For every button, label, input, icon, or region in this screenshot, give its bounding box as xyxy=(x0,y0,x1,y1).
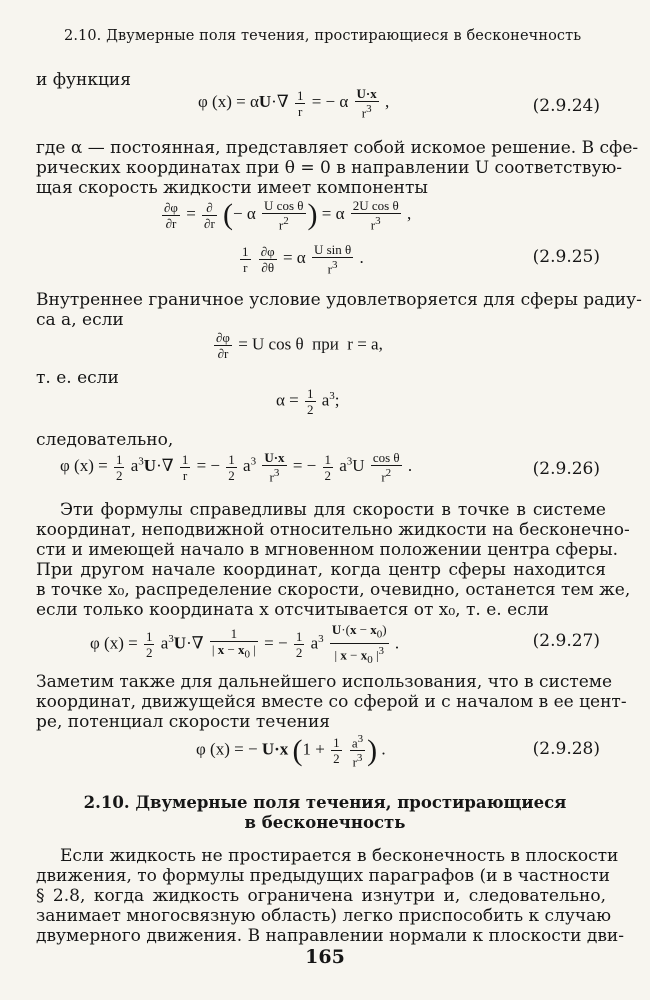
equation-number: (2.9.24) xyxy=(532,96,600,116)
text-line: двумерного движения. В направлении нормали к плоскости дви- xyxy=(36,926,625,946)
equation-number: (2.9.28) xyxy=(532,739,600,759)
page-number: 165 xyxy=(305,946,345,968)
equation-number: (2.9.27) xyxy=(532,631,600,651)
text-line: щая скорость жидкости имеет компоненты xyxy=(36,178,428,198)
equation-2-9-28: φ (x) = − U·x (1 + $\frac{1}{2}$ $\frac{a^3}{r^3}$ ) . xyxy=(196,733,386,770)
text-line: сти и имеющей начало в мгновенном положении центра сферы. xyxy=(36,540,619,560)
text-line: Эти формулы справедливы для скорости в точке в системе xyxy=(60,500,606,520)
text-line: где α — постоянная, представляет собой искомое решение. В сфе- xyxy=(36,138,639,158)
equation-2-9-25-a: $\frac{\partial\varphi}{\partial r}$ = ∂ ∂r (− α $\frac{\text{U cos θ}}{r^2}$ ) = α $\frac{\text{2U cos θ}}{r^3}$ , xyxy=(164,198,412,233)
section-heading: 2.10. Двумерные поля течения, простирающиеся xyxy=(83,793,567,812)
text-line: т. е. если xyxy=(36,368,119,388)
text-line: координат, движущейся вместе со сферой и с началом в ее цент- xyxy=(36,692,627,712)
text-line: Заметим также для дальнейшего использования, что в системе xyxy=(36,672,613,692)
equation-2-9-26: φ (x) = $\frac{1}{2}$ $a^3U\cdot\nabla$ $\frac{1}{r}$ = − $\frac{1}{2}$ $a^3$ $\frac{U\cdot x}{r^3}$ = − $\frac{1}{2}$ $a^3U$ $\frac{\text{cos θ}}{r^2}$ . xyxy=(60,450,413,485)
text-line: При другом начале координат, когда центр сферы находится xyxy=(36,560,606,580)
section-heading: в бесконечность xyxy=(244,813,406,832)
text-line: следовательно, xyxy=(36,430,174,450)
equation-2-9-27: φ (x) = $\frac{1}{2}$ $a^3U\cdot\nabla$ $\frac{1}{| x - x_0 |}$ = − $\frac{1}{2}$ $a^3$ $\frac{U\cdot(x - x_0)}{| x - x_0 |^3}$ . xyxy=(90,622,400,666)
text-line: и функция xyxy=(36,70,131,90)
text-line: координат, неподвижной относительно жидкости на бесконечно- xyxy=(36,520,630,540)
equation-boundary-condition: $\frac{\partial\varphi}{\partial r}$ = U cos θ при r = a, xyxy=(216,330,383,361)
text-line: ре, потенциал скорости течения xyxy=(36,712,331,732)
equation-number: (2.9.26) xyxy=(532,459,600,479)
text-line: са a, если xyxy=(36,310,124,330)
text-line: § 2.8, когда жидкость ограничена изнутри и, следовательно, xyxy=(36,886,606,906)
equation-alpha: α = $\frac{1}{2}$ $a^3$; xyxy=(276,386,340,418)
equation-2-9-24: φ (x) = αU·∇ $\frac{1}{r}$ = − α $\frac{U\cdot x}{r^3}$ , xyxy=(198,86,390,121)
text-line: движения, то формулы предыдущих параграфов (и в частности xyxy=(36,866,610,886)
text-line: в точке x₀, распределение скорости, очевидно, останется тем же, xyxy=(36,580,631,600)
running-head: 2.10. Двумерные поля течения, простирающиеся в бесконечность xyxy=(64,28,582,44)
text-line: если только координата x отсчитывается от x₀, т. е. если xyxy=(36,600,549,620)
text-line: Внутреннее граничное условие удовлетворяется для сферы радиу- xyxy=(36,290,642,310)
equation-number: (2.9.25) xyxy=(532,247,600,267)
equation-2-9-25-b: $\frac{1}{r}$ $\frac{\partial\varphi}{\partial\theta}$ = α $\frac{\text{U sin θ}}{r^3}$ . xyxy=(242,242,364,277)
text-line: Если жидкость не простирается в бесконечность в плоскости xyxy=(60,846,619,866)
text-line: рических координатах при θ = 0 в направлении U соответствую- xyxy=(36,158,623,178)
text-line: занимает многосвязную область) легко приспособить к случаю xyxy=(36,906,612,926)
